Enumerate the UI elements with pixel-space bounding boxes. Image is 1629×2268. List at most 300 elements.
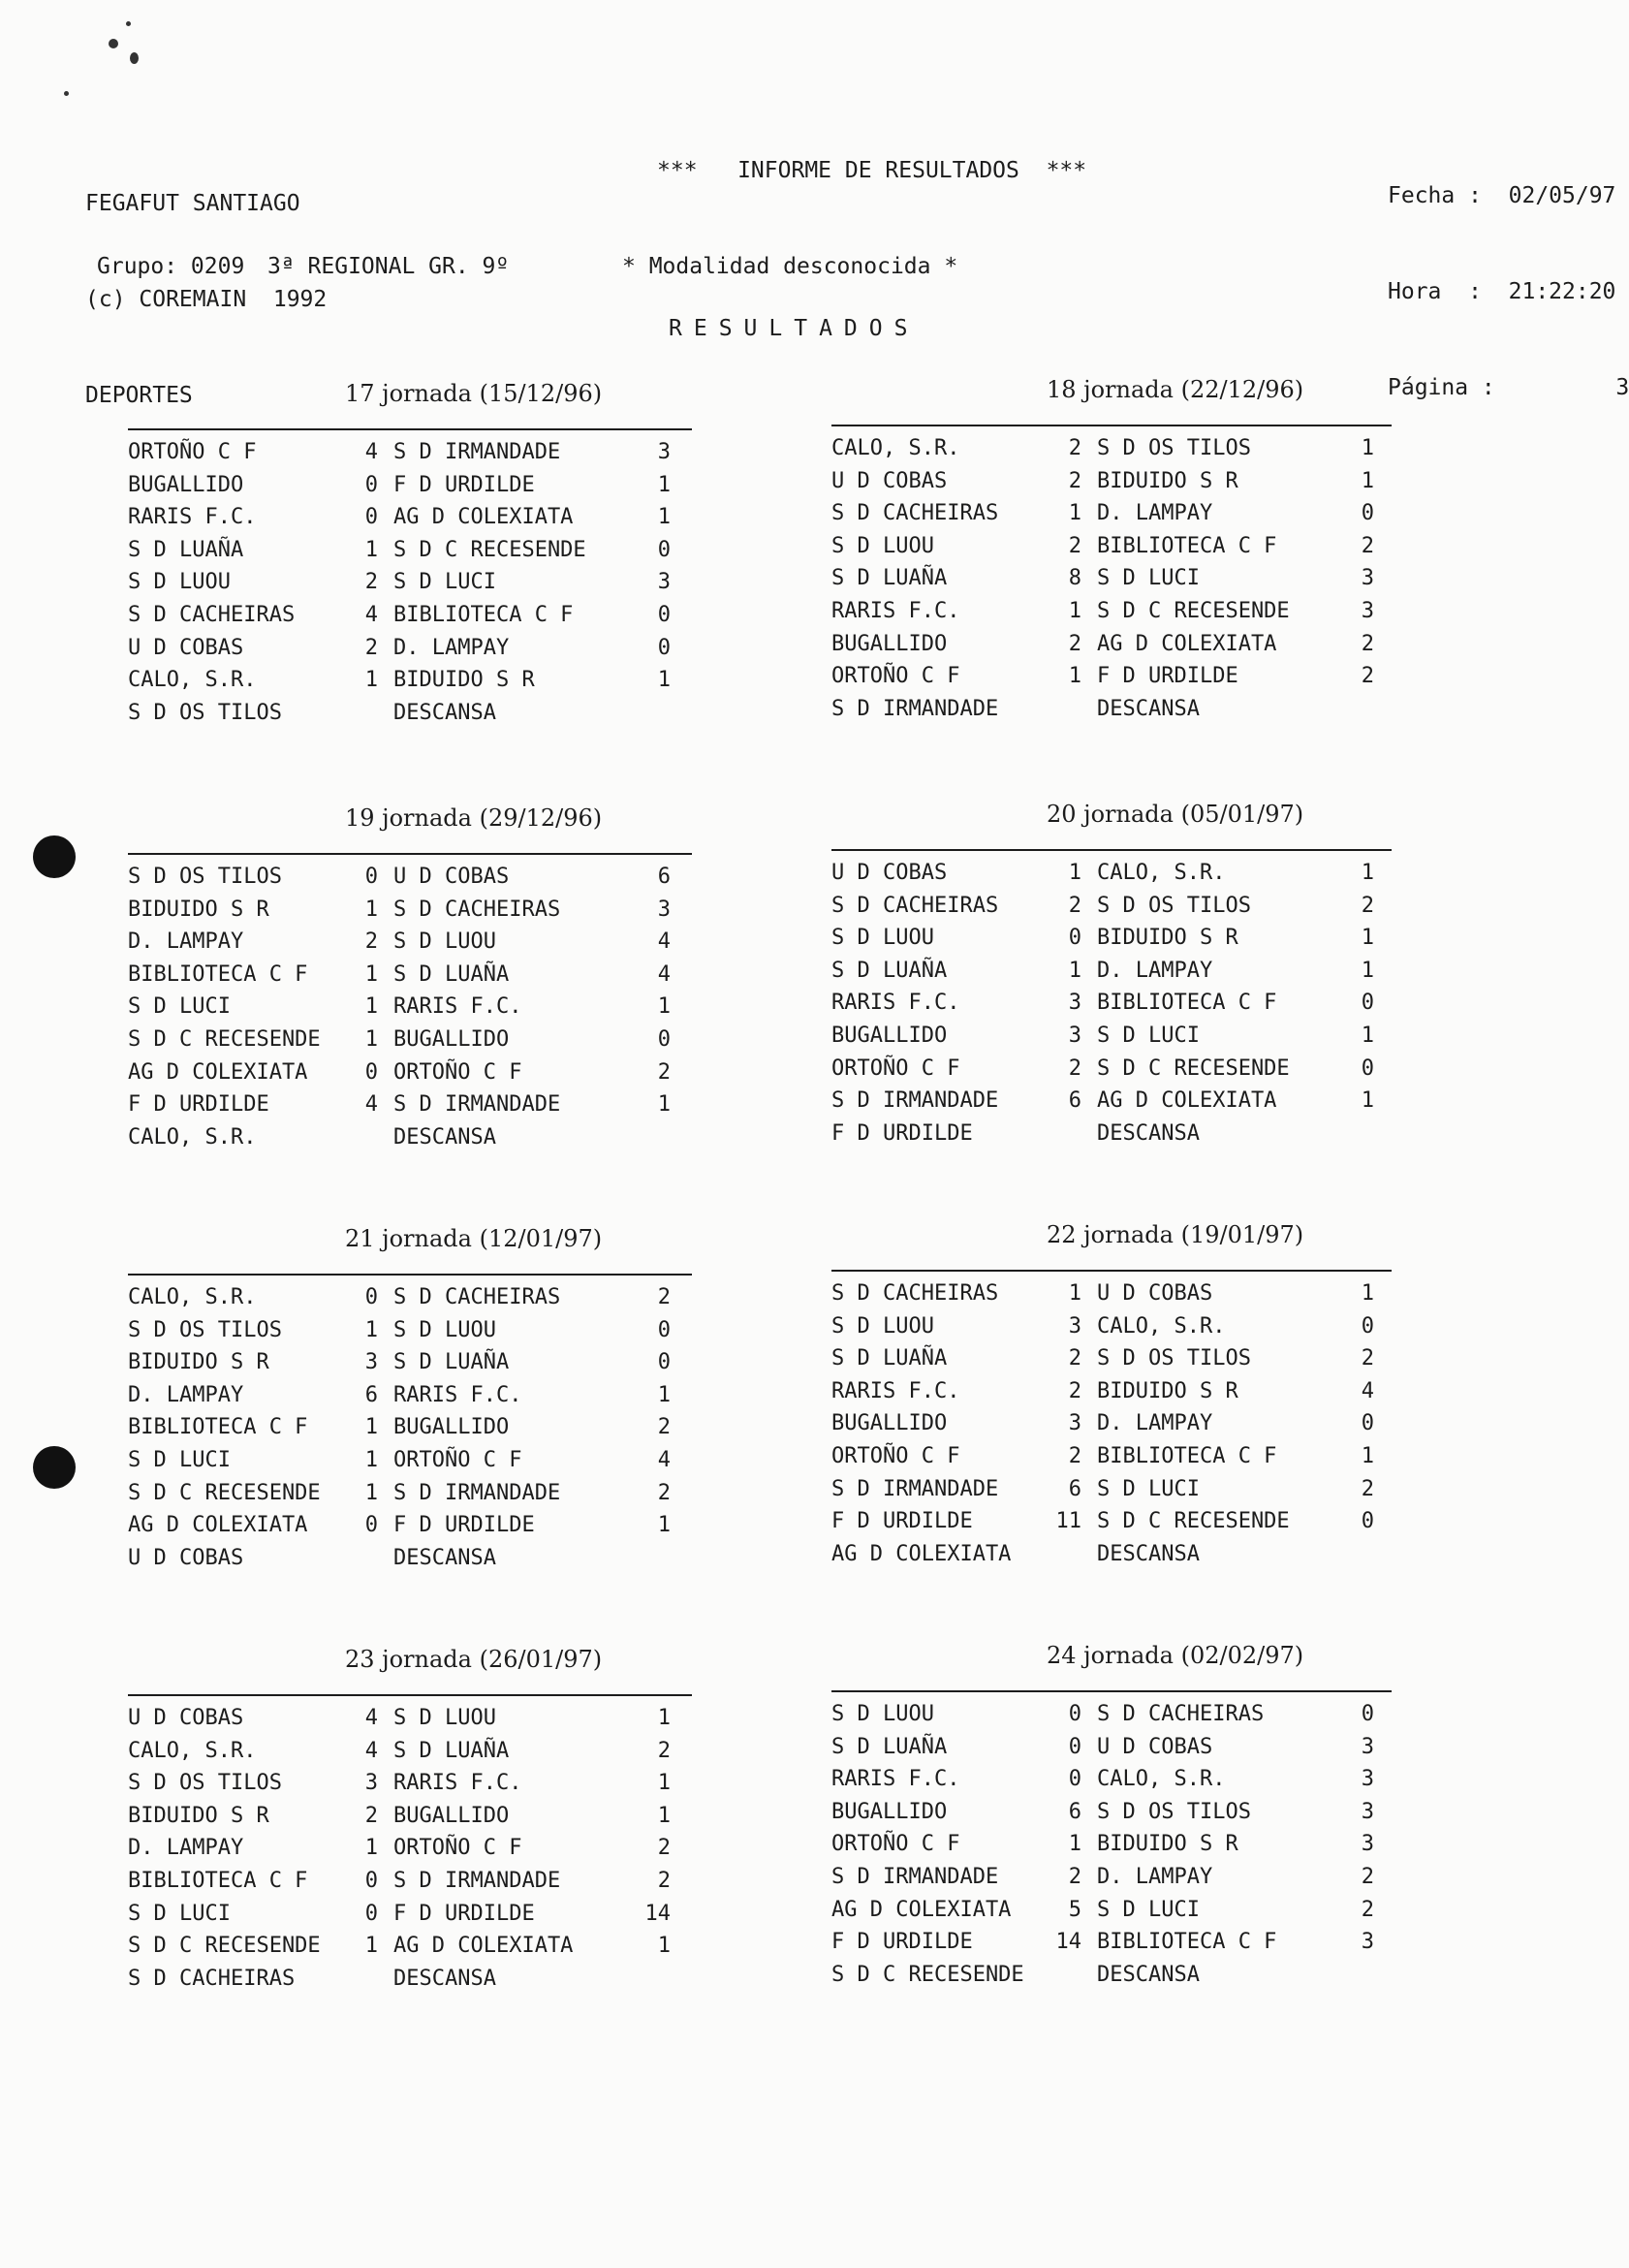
away-team: BIDUIDO S R <box>1097 1378 1238 1403</box>
home-goals: 0 <box>1068 926 1081 951</box>
away-team: S D CACHEIRAS <box>393 897 561 922</box>
away-goals: 1 <box>1361 861 1374 885</box>
away-team: BIDUIDO S R <box>1097 1832 1238 1857</box>
match-list <box>128 865 690 1157</box>
away-goals: 1 <box>1361 1443 1374 1468</box>
home-team: S D C RECESENDE <box>128 1026 321 1052</box>
home-goals: 3 <box>1068 1023 1081 1048</box>
home-goals: 1 <box>1068 861 1081 885</box>
away-team: S D OS TILOS <box>1097 1799 1251 1824</box>
home-team: S D LUOU <box>831 1313 934 1339</box>
match-list <box>128 1706 690 1999</box>
match-row <box>831 501 1394 534</box>
match-row <box>831 959 1394 992</box>
jornada-block <box>128 1225 690 1574</box>
match-row <box>831 1281 1394 1314</box>
match-row <box>831 1800 1394 1833</box>
match-row <box>831 1767 1394 1800</box>
jornada-rule <box>831 1270 1392 1272</box>
match-list <box>128 1285 690 1578</box>
away-goals: 4 <box>657 1447 671 1472</box>
away-team: S D OS TILOS <box>1097 893 1251 918</box>
match-row <box>831 632 1394 665</box>
home-team: S D LUOU <box>831 1702 934 1726</box>
home-goals: 1 <box>1068 958 1081 983</box>
away-team: S D LUCI <box>1097 1476 1200 1501</box>
away-goals: 2 <box>657 1836 671 1861</box>
home-team: S D IRMANDADE <box>831 1476 999 1501</box>
home-team: S D LUOU <box>831 926 934 951</box>
match-row <box>831 1346 1394 1379</box>
home-goals: 4 <box>364 1738 378 1763</box>
home-goals: 1 <box>1068 664 1081 689</box>
home-goals: 1 <box>364 668 378 693</box>
away-goals: 3 <box>1361 1767 1374 1792</box>
away-goals: 1 <box>657 1092 671 1118</box>
home-goals: 4 <box>364 1706 378 1730</box>
away-team: BIBLIOTECA C F <box>1097 1443 1277 1468</box>
resting-team: U D COBAS <box>128 1545 244 1570</box>
away-goals: 2 <box>657 1480 671 1505</box>
home-team: BIDUIDO S R <box>128 897 269 922</box>
away-goals: 0 <box>657 1317 671 1342</box>
away-goals: 3 <box>657 440 671 464</box>
away-goals: 0 <box>1361 1313 1374 1339</box>
away-team: ORTOÑO C F <box>393 1836 522 1861</box>
away-goals: 2 <box>1361 1864 1374 1889</box>
match-row <box>831 599 1394 632</box>
home-team: S D CACHEIRAS <box>831 1281 999 1306</box>
match-row <box>128 1350 690 1383</box>
away-team: S D LUAÑA <box>393 961 510 987</box>
report-title: *** INFORME DE RESULTADOS *** <box>657 158 1087 183</box>
home-team: S D LUAÑA <box>831 958 948 983</box>
away-team: BIDUIDO S R <box>393 668 535 693</box>
match-row <box>831 1024 1394 1056</box>
home-goals: 0 <box>364 1059 378 1085</box>
home-goals: 3 <box>364 1350 378 1375</box>
match-row <box>128 1739 690 1772</box>
away-team: ORTOÑO C F <box>393 1059 522 1085</box>
away-goals: 1 <box>1361 436 1374 460</box>
jornada-block <box>831 376 1394 725</box>
home-goals: 2 <box>1068 1443 1081 1468</box>
jornada-title: 20 jornada (05/01/97) <box>1047 801 1304 828</box>
match-row <box>831 1411 1394 1444</box>
away-team: BIBLIOTECA C F <box>393 602 574 627</box>
home-team: S D LUCI <box>128 1447 231 1472</box>
home-goals: 0 <box>364 1901 378 1926</box>
home-team: BUGALLIDO <box>831 1411 948 1436</box>
home-goals: 8 <box>1068 566 1081 591</box>
home-team: AG D COLEXIATA <box>128 1059 308 1085</box>
home-goals: 1 <box>1068 501 1081 526</box>
jornada-rule <box>128 1274 692 1276</box>
jornada-block <box>831 801 1394 1150</box>
jornada-title: 17 jornada (15/12/96) <box>345 380 603 407</box>
away-team: D. LAMPAY <box>1097 1864 1213 1889</box>
home-goals: 2 <box>1068 533 1081 558</box>
home-goals: 4 <box>364 602 378 627</box>
match-row <box>831 1509 1394 1542</box>
away-goals: 2 <box>1361 631 1374 656</box>
match-row <box>128 1448 690 1481</box>
home-goals: 1 <box>1068 1281 1081 1306</box>
scan-speck <box>109 39 118 48</box>
away-goals: 2 <box>1361 1897 1374 1922</box>
away-goals: 4 <box>1361 1378 1374 1403</box>
away-team: S D LUCI <box>393 570 496 595</box>
match-row <box>128 1383 690 1416</box>
org-name: FEGAFUT SANTIAGO <box>85 191 300 216</box>
jornada-title: 22 jornada (19/01/97) <box>1047 1221 1304 1248</box>
home-team: RARIS F.C. <box>831 991 960 1016</box>
home-team: ORTOÑO C F <box>831 1443 960 1468</box>
jornada-rule <box>128 1694 692 1696</box>
away-team: S D LUAÑA <box>393 1350 510 1375</box>
away-team: D. LAMPAY <box>393 635 510 660</box>
match-row <box>831 1735 1394 1768</box>
home-team: CALO, S.R. <box>128 668 257 693</box>
away-goals: 3 <box>1361 598 1374 623</box>
away-goals: 2 <box>657 1285 671 1309</box>
rest-row <box>831 1121 1394 1154</box>
match-row <box>831 1314 1394 1347</box>
home-goals: 2 <box>1068 1378 1081 1403</box>
away-goals: 3 <box>1361 1799 1374 1824</box>
away-team: BIBLIOTECA C F <box>1097 1930 1277 1955</box>
away-team: S D C RECESENDE <box>1097 1055 1290 1081</box>
away-goals: 6 <box>657 865 671 889</box>
match-row <box>128 603 690 636</box>
match-row <box>128 440 690 473</box>
home-goals: 1 <box>364 1415 378 1440</box>
home-goals: 2 <box>364 635 378 660</box>
rest-label: DESCANSA <box>393 1966 496 1991</box>
match-row <box>128 1902 690 1935</box>
home-goals: 4 <box>364 1092 378 1118</box>
away-goals: 2 <box>657 1868 671 1893</box>
home-goals: 3 <box>364 1771 378 1796</box>
away-team: S D LUOU <box>393 1317 496 1342</box>
division-name: 3ª REGIONAL GR. 9º <box>267 254 510 279</box>
away-goals: 1 <box>657 1771 671 1796</box>
home-team: D. LAMPAY <box>128 1382 244 1407</box>
match-row <box>128 538 690 571</box>
home-goals: 1 <box>364 961 378 987</box>
home-team: ORTOÑO C F <box>831 1832 960 1857</box>
away-goals: 1 <box>657 472 671 497</box>
away-team: S D OS TILOS <box>1097 1346 1251 1371</box>
home-goals: 0 <box>364 865 378 889</box>
home-team: CALO, S.R. <box>128 1285 257 1309</box>
match-row <box>128 929 690 962</box>
away-team: BUGALLIDO <box>393 1415 510 1440</box>
away-goals: 1 <box>1361 1088 1374 1114</box>
rest-row <box>831 1542 1394 1575</box>
away-goals: 0 <box>657 602 671 627</box>
away-team: S D OS TILOS <box>1097 436 1251 460</box>
home-goals: 2 <box>1068 468 1081 493</box>
resting-team: S D CACHEIRAS <box>128 1966 296 1991</box>
away-team: S D IRMANDADE <box>393 1480 561 1505</box>
match-row <box>831 894 1394 927</box>
match-list <box>128 440 690 733</box>
resting-team: AG D COLEXIATA <box>831 1541 1012 1566</box>
jornada-title: 24 jornada (02/02/97) <box>1047 1642 1304 1669</box>
home-team: U D COBAS <box>831 468 948 493</box>
away-team: CALO, S.R. <box>1097 861 1226 885</box>
away-goals: 1 <box>1361 1023 1374 1048</box>
away-team: F D URDILDE <box>393 472 535 497</box>
match-row <box>128 1285 690 1318</box>
away-team: AG D COLEXIATA <box>1097 631 1277 656</box>
punch-hole <box>33 835 76 878</box>
away-team: D. LAMPAY <box>1097 501 1213 526</box>
away-team: CALO, S.R. <box>1097 1313 1226 1339</box>
match-row <box>128 1415 690 1448</box>
away-goals: 2 <box>657 1059 671 1085</box>
scan-speck <box>64 91 69 96</box>
home-goals: 2 <box>1068 1346 1081 1371</box>
away-team: ORTOÑO C F <box>393 1447 522 1472</box>
away-team: S D CACHEIRAS <box>393 1285 561 1309</box>
home-goals: 0 <box>1068 1702 1081 1726</box>
away-goals: 0 <box>1361 1411 1374 1436</box>
home-team: S D LUOU <box>831 533 934 558</box>
scan-speck <box>126 21 131 26</box>
home-goals: 0 <box>1068 1734 1081 1759</box>
away-goals: 2 <box>1361 1346 1374 1371</box>
home-team: RARIS F.C. <box>831 1378 960 1403</box>
home-team: D. LAMPAY <box>128 929 244 955</box>
home-goals: 1 <box>364 1026 378 1052</box>
home-team: RARIS F.C. <box>831 1767 960 1792</box>
rest-row <box>831 697 1394 730</box>
match-row <box>128 865 690 898</box>
home-team: D. LAMPAY <box>128 1836 244 1861</box>
away-goals: 1 <box>657 1803 671 1828</box>
jornada-rule <box>831 1690 1392 1692</box>
home-team: RARIS F.C. <box>831 598 960 623</box>
home-goals: 1 <box>364 994 378 1020</box>
match-row <box>831 1477 1394 1510</box>
away-team: F D URDILDE <box>393 1901 535 1926</box>
away-team: D. LAMPAY <box>1097 958 1213 983</box>
away-goals: 2 <box>1361 1476 1374 1501</box>
jornada-title: 21 jornada (12/01/97) <box>345 1225 603 1252</box>
home-team: S D LUCI <box>128 1901 231 1926</box>
away-team: S D IRMANDADE <box>393 440 561 464</box>
home-goals: 6 <box>1068 1476 1081 1501</box>
match-list <box>831 436 1394 729</box>
header-right <box>1388 116 1629 436</box>
match-row <box>128 570 690 603</box>
jornada-rule <box>128 428 692 430</box>
away-goals: 1 <box>657 505 671 530</box>
away-goals: 1 <box>1361 926 1374 951</box>
home-team: S D LUCI <box>128 994 231 1020</box>
resting-team: S D C RECESENDE <box>831 1962 1024 1987</box>
away-goals: 2 <box>1361 893 1374 918</box>
home-team: S D C RECESENDE <box>128 1934 321 1959</box>
home-team: F D URDILDE <box>831 1509 973 1534</box>
away-goals: 0 <box>657 537 671 562</box>
jornada-block <box>831 1642 1394 1991</box>
match-row <box>128 1804 690 1837</box>
home-goals: 0 <box>364 1868 378 1893</box>
match-row <box>831 1379 1394 1412</box>
rest-label: DESCANSA <box>393 1124 496 1150</box>
away-team: S D C RECESENDE <box>393 537 586 562</box>
rest-label: DESCANSA <box>1097 1962 1200 1987</box>
home-team: F D URDILDE <box>128 1092 269 1118</box>
match-row <box>831 436 1394 469</box>
home-goals: 2 <box>364 1803 378 1828</box>
match-row <box>831 1702 1394 1735</box>
match-row <box>128 1092 690 1125</box>
home-goals: 1 <box>364 1934 378 1959</box>
jornada-block <box>128 1646 690 1995</box>
away-team: S D LUCI <box>1097 1023 1200 1048</box>
rest-label: DESCANSA <box>1097 696 1200 721</box>
home-team: BIBLIOTECA C F <box>128 961 308 987</box>
home-team: S D LUAÑA <box>831 1346 948 1371</box>
away-goals: 3 <box>657 570 671 595</box>
home-goals: 1 <box>364 1317 378 1342</box>
away-team: S D LUOU <box>393 929 496 955</box>
rest-label: DESCANSA <box>1097 1120 1200 1146</box>
home-team: S D C RECESENDE <box>128 1480 321 1505</box>
away-goals: 0 <box>657 1026 671 1052</box>
home-team: S D CACHEIRAS <box>831 893 999 918</box>
jornada-block <box>128 380 690 729</box>
home-goals: 14 <box>1055 1930 1081 1955</box>
copyright: (c) COREMAIN 1992 <box>85 287 328 312</box>
home-team: BIDUIDO S R <box>128 1803 269 1828</box>
rest-label: DESCANSA <box>1097 1541 1200 1566</box>
report-date: Fecha : 02/05/97 <box>1388 183 1616 208</box>
home-team: CALO, S.R. <box>128 1738 257 1763</box>
match-row <box>128 1060 690 1093</box>
match-row <box>831 664 1394 697</box>
away-goals: 0 <box>1361 1702 1374 1726</box>
away-goals: 14 <box>644 1901 671 1926</box>
away-goals: 3 <box>1361 1734 1374 1759</box>
home-team: AG D COLEXIATA <box>831 1897 1012 1922</box>
away-goals: 3 <box>1361 1832 1374 1857</box>
home-goals: 1 <box>364 1447 378 1472</box>
rest-row <box>831 1963 1394 1996</box>
away-team: S D IRMANDADE <box>393 1092 561 1118</box>
away-team: AG D COLEXIATA <box>1097 1088 1277 1114</box>
away-team: CALO, S.R. <box>1097 1767 1226 1792</box>
home-team: S D OS TILOS <box>128 1771 282 1796</box>
match-row <box>128 962 690 995</box>
home-team: BIDUIDO S R <box>128 1350 269 1375</box>
match-row <box>128 1481 690 1514</box>
away-team: S D C RECESENDE <box>1097 1509 1290 1534</box>
rest-row <box>128 1967 690 2000</box>
home-goals: 1 <box>1068 598 1081 623</box>
home-goals: 2 <box>1068 1055 1081 1081</box>
away-goals: 2 <box>1361 533 1374 558</box>
rest-label: DESCANSA <box>393 700 496 725</box>
match-row <box>831 861 1394 894</box>
home-team: S D CACHEIRAS <box>128 602 296 627</box>
match-row <box>128 505 690 538</box>
home-team: ORTOÑO C F <box>831 664 960 689</box>
modality: * Modalidad desconocida * <box>622 254 958 279</box>
match-row <box>831 991 1394 1024</box>
away-team: S D LUOU <box>393 1706 496 1730</box>
jornada-rule <box>831 849 1392 851</box>
home-goals: 1 <box>364 897 378 922</box>
section-title: RESULTADOS <box>669 316 920 341</box>
away-team: S D IRMANDADE <box>393 1868 561 1893</box>
home-goals: 6 <box>364 1382 378 1407</box>
away-goals: 1 <box>657 1934 671 1959</box>
home-team: BIBLIOTECA C F <box>128 1415 308 1440</box>
page-number: Página : 3 <box>1388 375 1629 400</box>
jornada-title: 18 jornada (22/12/96) <box>1047 376 1304 403</box>
jornada-title: 19 jornada (29/12/96) <box>345 804 603 832</box>
home-team: ORTOÑO C F <box>128 440 257 464</box>
home-team: S D LUAÑA <box>128 537 244 562</box>
match-list <box>831 861 1394 1153</box>
match-list <box>831 1281 1394 1574</box>
home-team: BIBLIOTECA C F <box>128 1868 308 1893</box>
away-team: BUGALLIDO <box>393 1803 510 1828</box>
department: DEPORTES <box>85 383 193 408</box>
match-row <box>128 1318 690 1351</box>
away-goals: 1 <box>657 668 671 693</box>
match-row <box>128 473 690 506</box>
away-goals: 1 <box>657 1513 671 1538</box>
home-team: BUGALLIDO <box>831 1799 948 1824</box>
away-team: AG D COLEXIATA <box>393 505 574 530</box>
match-row <box>128 1836 690 1869</box>
home-goals: 2 <box>1068 631 1081 656</box>
jornada-block <box>128 804 690 1153</box>
home-team: F D URDILDE <box>831 1930 973 1955</box>
away-goals: 0 <box>657 635 671 660</box>
home-team: BUGALLIDO <box>831 631 948 656</box>
match-row <box>831 1832 1394 1865</box>
away-team: RARIS F.C. <box>393 1382 522 1407</box>
away-goals: 1 <box>1361 958 1374 983</box>
jornada-title: 23 jornada (26/01/97) <box>345 1646 603 1673</box>
away-goals: 4 <box>657 961 671 987</box>
away-goals: 0 <box>657 1350 671 1375</box>
home-team: S D IRMANDADE <box>831 1864 999 1889</box>
away-team: S D LUCI <box>1097 566 1200 591</box>
match-row <box>831 1865 1394 1898</box>
away-team: S D LUAÑA <box>393 1738 510 1763</box>
home-team: U D COBAS <box>128 1706 244 1730</box>
home-team: S D OS TILOS <box>128 865 282 889</box>
away-team: U D COBAS <box>1097 1281 1213 1306</box>
home-goals: 2 <box>1068 1864 1081 1889</box>
resting-team: S D OS TILOS <box>128 700 282 725</box>
match-row <box>831 1444 1394 1477</box>
away-team: U D COBAS <box>393 865 510 889</box>
home-team: CALO, S.R. <box>831 436 960 460</box>
home-goals: 3 <box>1068 991 1081 1016</box>
match-row <box>128 1027 690 1060</box>
away-goals: 1 <box>657 1706 671 1730</box>
rest-row <box>128 1125 690 1158</box>
